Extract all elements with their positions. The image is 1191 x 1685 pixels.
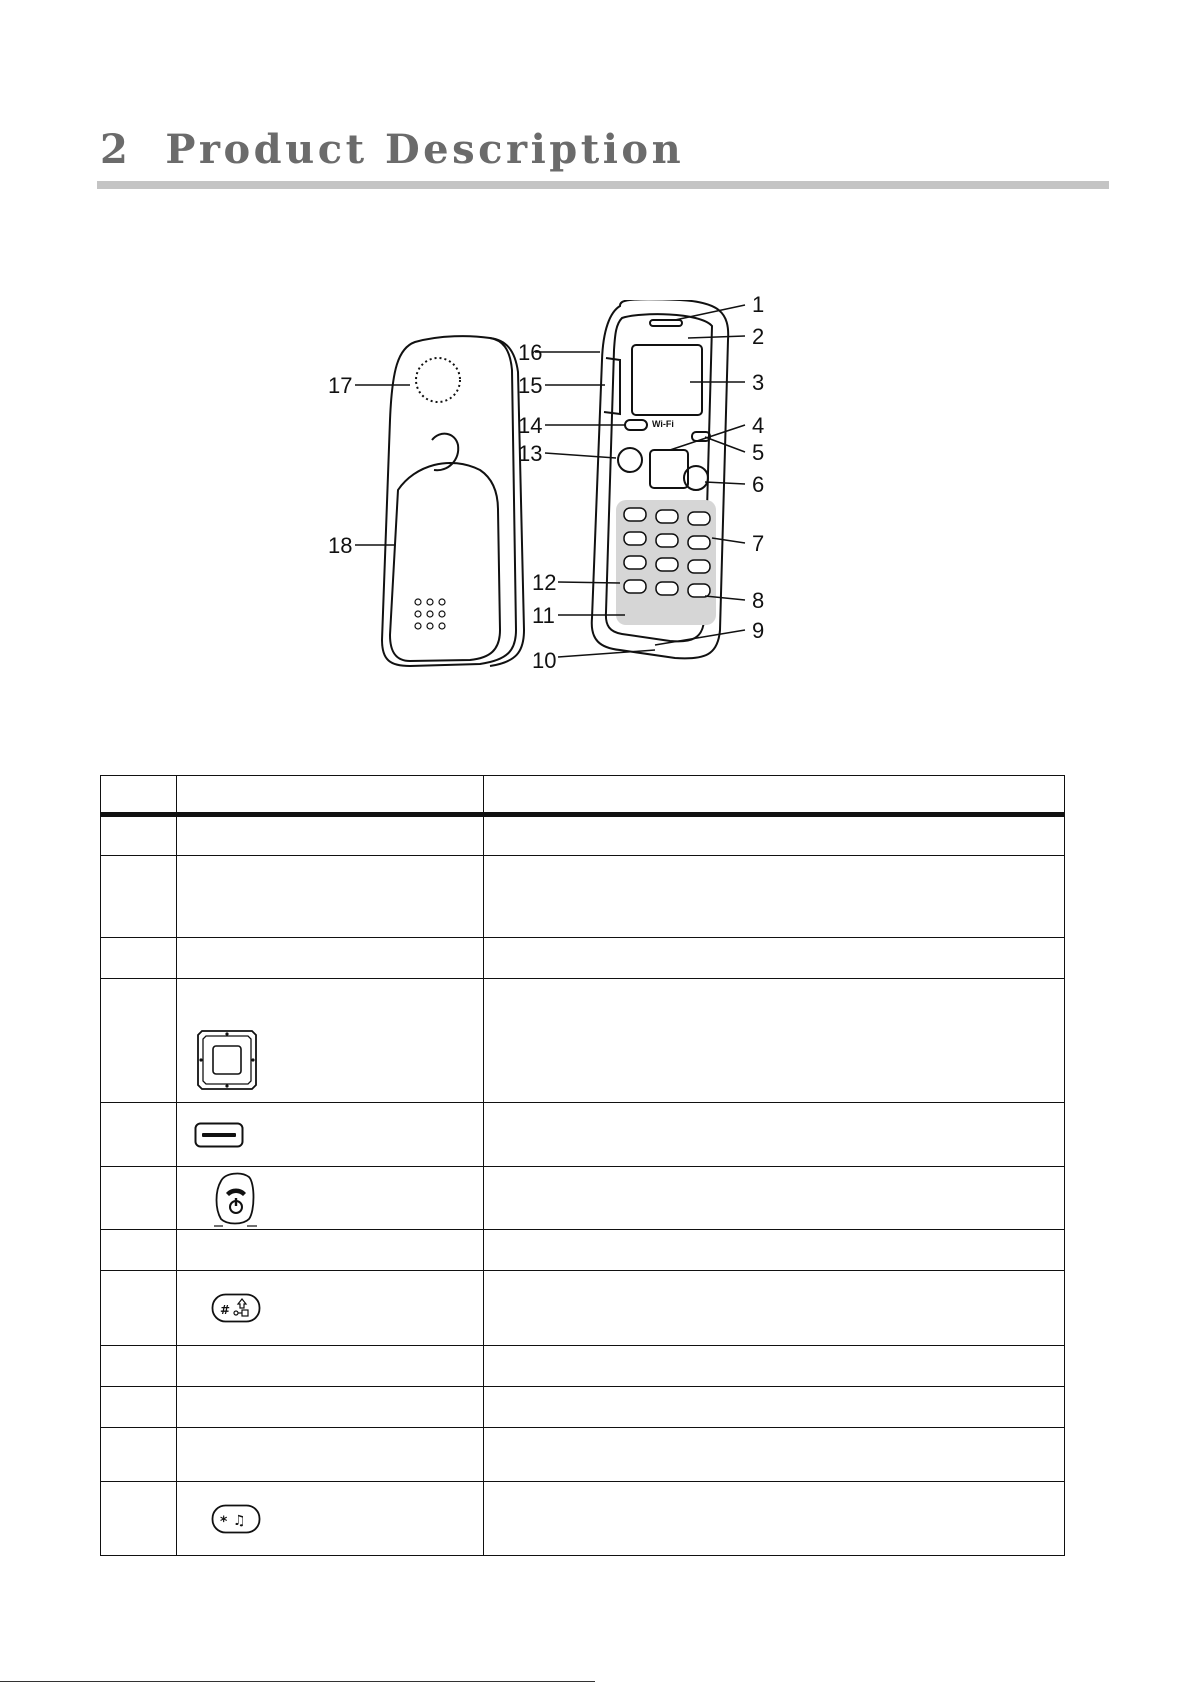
call-key (618, 448, 642, 472)
table-header-row (101, 776, 1065, 815)
callout-5: 5 (752, 440, 765, 465)
star-ringer-icon (211, 1504, 261, 1534)
callout-13: 13 (518, 441, 543, 466)
table-row (101, 1428, 1065, 1482)
section-title: Product Description (165, 126, 685, 173)
navigation-key-icon (194, 1027, 260, 1093)
battery-cover (390, 463, 500, 661)
section-number: 2 (100, 126, 132, 173)
table-row (101, 1387, 1065, 1428)
callout-4: 4 (752, 413, 765, 438)
ringer-holes (415, 599, 445, 629)
table-row (101, 1103, 1065, 1167)
rear-speaker-holes (416, 358, 460, 402)
display-wifi-logo: Wi-Fi (652, 419, 674, 429)
softkey-icon (194, 1122, 244, 1148)
callout-8: 8 (752, 588, 765, 613)
callout-15: 15 (518, 373, 543, 398)
table-cell (177, 776, 484, 815)
footer-rule (0, 1681, 595, 1682)
table-row (101, 1271, 1065, 1346)
callout-2: 2 (752, 324, 765, 349)
callout-14: 14 (518, 413, 543, 438)
callout-6: 6 (752, 472, 765, 497)
hash-keylock-icon (211, 1293, 261, 1323)
table-row (101, 979, 1065, 1103)
display (632, 345, 702, 415)
table-cell (101, 776, 177, 815)
softkey-left (625, 420, 647, 430)
table-row (101, 1346, 1065, 1387)
callout-9: 9 (752, 618, 765, 643)
product-illustration (320, 292, 840, 730)
callout-10: 10 (532, 648, 557, 673)
navigation-key (650, 450, 688, 488)
table-row (101, 1482, 1065, 1556)
handset-drawing (320, 300, 840, 730)
svg-text:*: * (220, 1513, 228, 1530)
callout-7: 7 (752, 531, 765, 556)
table-row (101, 1167, 1065, 1230)
svg-text:#: # (220, 1303, 231, 1317)
callout-18: 18 (328, 533, 353, 558)
table-row (101, 1230, 1065, 1271)
table-cell (484, 776, 1065, 815)
earpiece (650, 320, 682, 326)
callout-12: 12 (532, 570, 557, 595)
svg-text:♫: ♫ (233, 1512, 246, 1529)
callout-3: 3 (752, 370, 765, 395)
callout-17: 17 (328, 373, 353, 398)
table-row (101, 938, 1065, 979)
callout-1: 1 (752, 292, 765, 317)
table-row (101, 856, 1065, 938)
table-row (101, 815, 1065, 856)
end-call-power-icon (211, 1169, 259, 1227)
callout-16: 16 (518, 340, 543, 365)
parts-table (100, 775, 1065, 1556)
section-heading (100, 126, 684, 173)
callout-11: 11 (532, 603, 555, 628)
heading-rule (97, 181, 1109, 189)
